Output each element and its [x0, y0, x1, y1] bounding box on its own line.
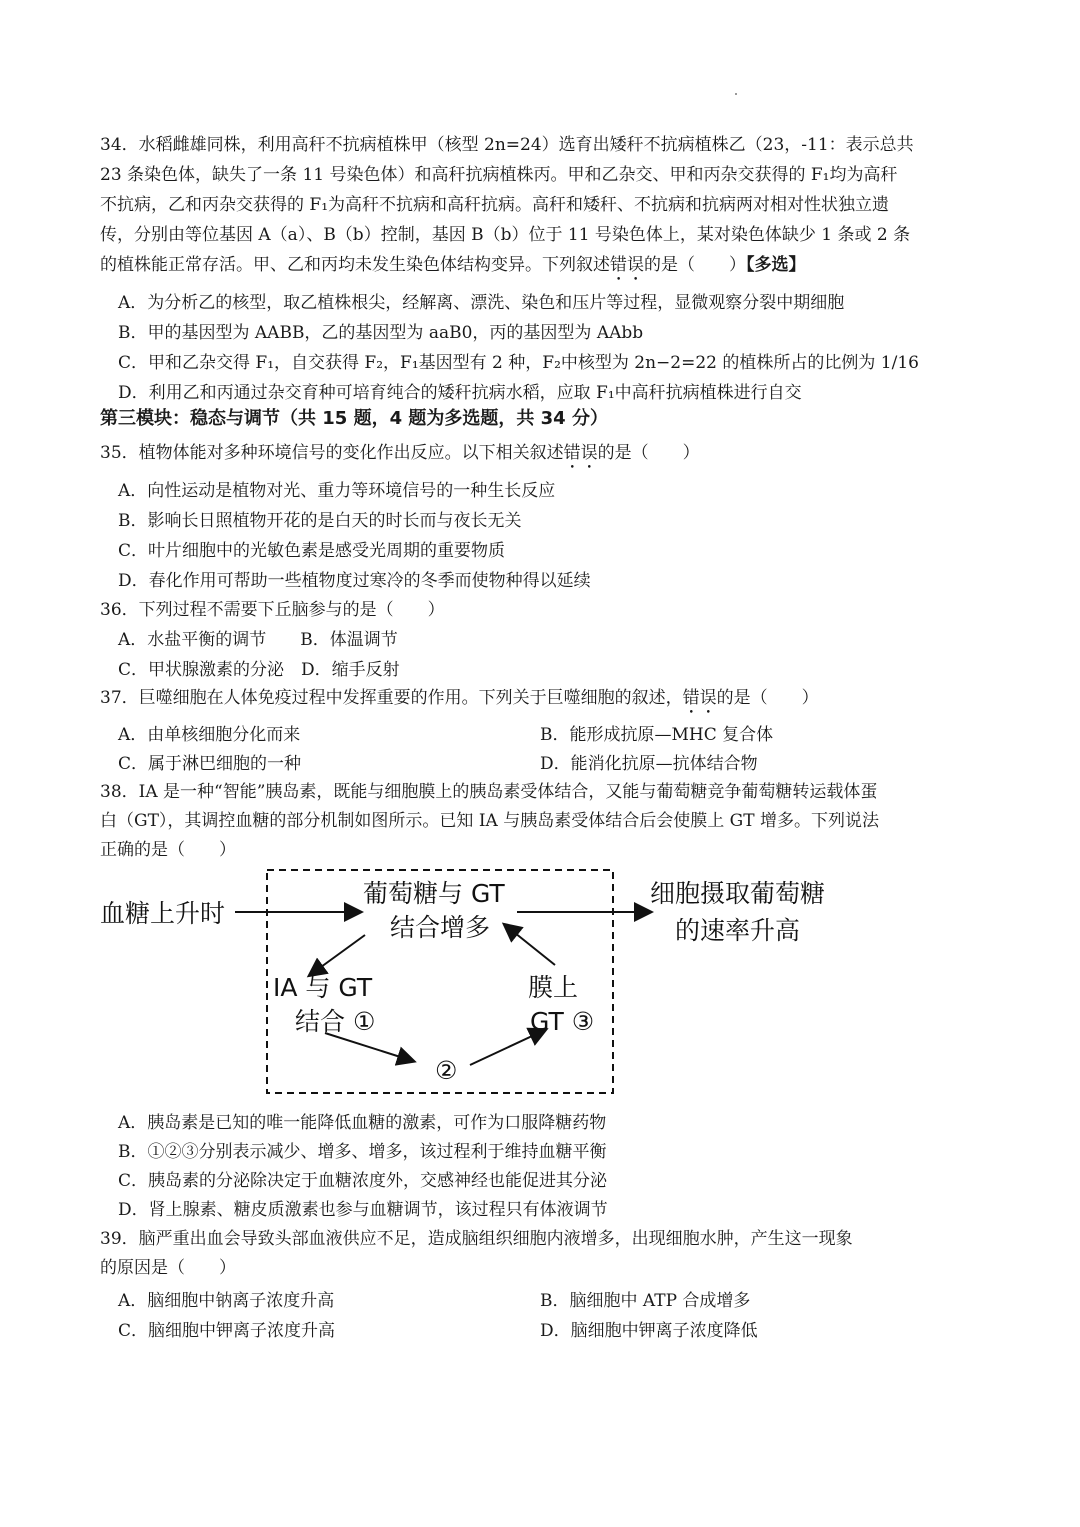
q37-stem-post: 的是（ ）	[716, 688, 819, 708]
q38-line-2: 白（GT），其调控血糖的部分机制如图所示。已知 IA 与胰岛素受体结合后会使膜上 GT 增多。下列说法	[100, 811, 879, 831]
diagram-right-node-2: GT ③	[530, 1007, 595, 1036]
diagram-center-top-1: 葡萄糖与 GT	[363, 879, 505, 908]
q39-option-a: A．脑细胞中钠离子浓度升高	[118, 1291, 335, 1311]
q37-option-b: B．能形成抗原—MHC 复合体	[540, 725, 774, 745]
q34-line-3: 不抗病，乙和丙杂交获得的 F₁为高秆不抗病和高秆抗病。高秆和矮秆、不抗病和抗病两对相对性状独立遗	[100, 195, 890, 215]
q35-option-a: A．向性运动是植物对光、重力等环境信号的一种生长反应	[118, 481, 556, 501]
q35-option-c: C．叶片细胞中的光敏色素是感受光周期的重要物质	[118, 541, 506, 561]
q34-emphasis: 错误	[610, 255, 644, 275]
q39-line-1: 39．脑严重出血会导致头部血液供应不足，造成脑组织细胞内液增多，出现细胞水肿，产生这一现象	[100, 1229, 853, 1249]
diagram-blood-sugar-rise: 血糖上升时	[100, 899, 226, 928]
q36-stem: 36．下列过程不需要下丘脑参与的是（ ）	[100, 600, 445, 620]
diagram-bottom-node: ②	[435, 1056, 458, 1085]
q35-stem-pre: 35．植物体能对多种环境信号的变化作出反应。以下相关叙述	[100, 443, 564, 463]
q34-option-c: C．甲和乙杂交得 F₁，自交获得 F₂，F₁基因型有 2 种，F₂中核型为 2n−2=22 的植株所占的比例为 1/16	[118, 353, 919, 373]
q38-option-c: C．胰岛素的分泌除决定于血糖浓度外，交感神经也能促进其分泌	[118, 1171, 608, 1191]
q37-option-c: C．属于淋巴细胞的一种	[118, 754, 302, 774]
q38-option-a: A．胰岛素是已知的唯一能降低血糖的激素，可作为口服降糖药物	[118, 1113, 607, 1133]
q34-line-1: 34．水稻雌雄同株，利用高秆不抗病植株甲（核型 2n=24）选育出矮秆不抗病植株乙（23，-11：表示总共	[100, 135, 914, 155]
diagram-right-node-1: 膜上	[528, 973, 579, 1002]
q35-option-b: B．影响长日照植物开花的是白天的时长而与夜长无关	[118, 511, 522, 531]
diagram-left-node-1: IA 与 GT	[273, 973, 373, 1002]
q34-option-b: B．甲的基因型为 AABB，乙的基因型为 aaB0，丙的基因型为 AAbb	[118, 323, 644, 343]
q34-multi-tag: 【多选】	[746, 255, 806, 275]
q34-option-d: D．利用乙和丙通过杂交育种可培育纯合的矮秆抗病水稻，应取 F₁中高秆抗病植株进行自交	[118, 383, 802, 403]
section-heading: 第三模块：稳态与调节（共 15 题，4 题为多选题，共 34 分）	[100, 408, 608, 429]
q37-emphasis: 错误	[682, 688, 717, 708]
q39-option-b: B．脑细胞中 ATP 合成增多	[540, 1291, 751, 1311]
q38-option-d: D．肾上腺素、糖皮质激素也参与血糖调节，该过程只有体液调节	[118, 1200, 608, 1220]
q39-option-d: D．脑细胞中钾离子浓度降低	[540, 1321, 758, 1341]
q35-stem-post: 的是（ ）	[597, 443, 700, 463]
q39-line-2: 的原因是（ ）	[100, 1258, 236, 1278]
q34-option-a: A．为分析乙的核型，取乙植株根尖，经解离、漂洗、染色和压片等过程，显微观察分裂中期细胞	[118, 293, 845, 313]
q39-option-c: C．脑细胞中钾离子浓度升高	[118, 1321, 336, 1341]
q34-line-5-post: 的是（ ）	[644, 255, 746, 275]
diagram-left-node-2: 结合 ①	[295, 1007, 376, 1036]
q35-option-d: D．春化作用可帮助一些植物度过寒冷的冬季而使物种得以延续	[118, 571, 591, 591]
q36-options-row-1: A．水盐平衡的调节 B．体温调节	[118, 630, 398, 650]
scan-dot	[735, 93, 737, 95]
q37-stem	[100, 683, 819, 718]
arrow-to-top	[505, 925, 555, 965]
q35-emphasis: 错误	[563, 443, 598, 463]
q34-line-4: 传，分别由等位基因 A（a）、B（b）控制，基因 B（b）位于 11 号染色体上，某对染色体缺少 1 条或 2 条	[100, 225, 911, 245]
q37-option-a: A．由单核细胞分化而来	[118, 725, 301, 745]
q38-option-b: B．①②③分别表示减少、增多、增多，该过程利于维持血糖平衡	[118, 1142, 607, 1162]
q37-stem-pre: 37．巨噬细胞在人体免疫过程中发挥重要的作用。下列关于巨噬细胞的叙述，	[100, 688, 683, 708]
q34-line-5-pre: 的植株能正常存活。甲、乙和丙均未发生染色体结构变异。下列叙述	[100, 255, 610, 275]
q35-stem	[100, 438, 700, 473]
q36-options-row-2: C．甲状腺激素的分泌 D．缩手反射	[118, 660, 400, 680]
q34-line-2: 23 条染色体，缺失了一条 11 号染色体）和高秆抗病植株丙。甲和乙杂交、甲和丙杂交获得的 F₁均为高秆	[100, 165, 898, 185]
diagram-right-label-1: 细胞摄取葡萄糖	[650, 879, 826, 908]
q38-line-1: 38．IA 是一种“智能”胰岛素，既能与细胞膜上的胰岛素受体结合，又能与葡萄糖竞争葡萄糖转运载体蛋	[100, 782, 878, 802]
q34-line-5	[100, 250, 806, 285]
arrow-to-ia	[310, 935, 365, 975]
gt-mechanism-diagram	[95, 865, 855, 1100]
diagram-center-top-2: 结合增多	[390, 913, 491, 942]
diagram-right-label-2: 的速率升高	[675, 916, 801, 945]
q38-line-3: 正确的是（ ）	[100, 840, 236, 860]
q37-option-d: D．能消化抗原—抗体结合物	[540, 754, 758, 774]
